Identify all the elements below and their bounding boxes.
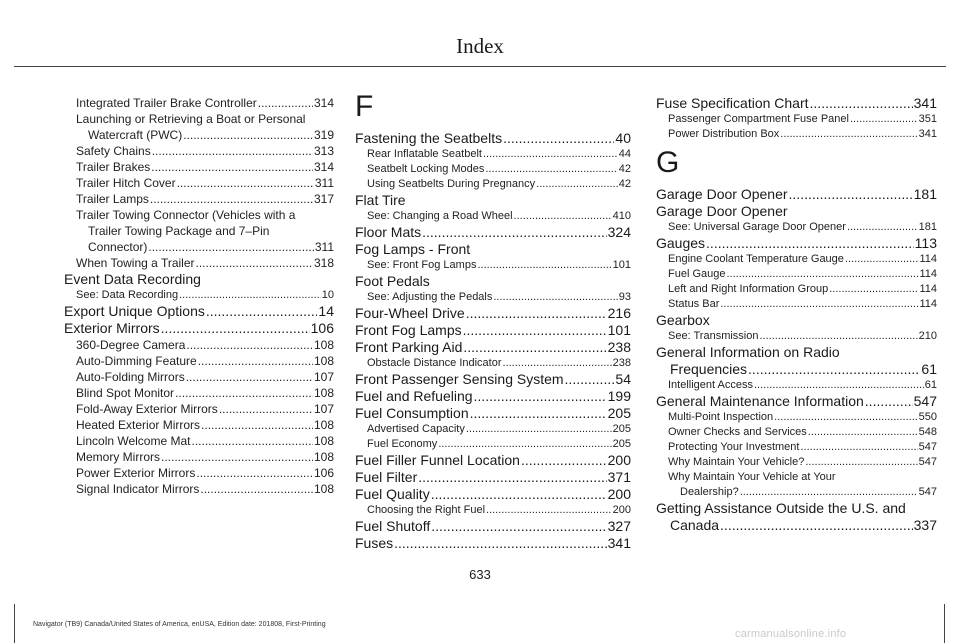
index-entry[interactable]: Lincoln Welcome Mat ..... 108 — [64, 433, 334, 449]
index-entry[interactable]: Status Bar ..... 114 — [656, 297, 937, 312]
index-see-entry[interactable]: See: Front Fog Lamps ..... 101 — [355, 258, 631, 273]
index-entry[interactable]: Protecting Your Investment ..... 547 — [656, 440, 937, 455]
index-entry[interactable]: Fuel Gauge ..... 114 — [656, 267, 937, 282]
index-entry[interactable]: Fastening the Seatbelts ..... 40 — [355, 130, 631, 147]
index-column-2 — [355, 88, 631, 552]
watermark: carmanualsonline.info — [735, 628, 847, 640]
index-heading: Fog Lamps - Front — [355, 241, 471, 257]
index-entry[interactable]: Getting Assistance Outside the U.S. and Canada ..... 337 — [656, 500, 937, 534]
index-entry[interactable]: When Towing a Trailer ..... 318 — [64, 255, 334, 271]
index-entry[interactable]: Obstacle Distance Indicator ..... 238 — [355, 356, 631, 371]
index-entry[interactable]: Power Distribution Box ..... 341 — [656, 127, 937, 142]
index-entry[interactable]: Gauges ..... 113 — [656, 235, 937, 252]
index-entry[interactable]: Owner Checks and Services ..... 548 — [656, 425, 937, 440]
index-entry[interactable]: Fuel Consumption ..... 205 — [355, 405, 631, 422]
index-entry[interactable]: Trailer Lamps ..... 317 — [64, 191, 334, 207]
index-entry[interactable]: Power Exterior Mirrors ..... 106 — [64, 465, 334, 481]
index-entry[interactable]: Fuel Shutoff ..... 327 — [355, 518, 631, 535]
index-entry[interactable]: 360-Degree Camera ..... 108 — [64, 337, 334, 353]
index-heading: Event Data Recording — [64, 271, 201, 287]
index-entry[interactable]: Fold-Away Exterior Mirrors ..... 107 — [64, 401, 334, 417]
index-entry[interactable]: Front Parking Aid ..... 238 — [355, 339, 631, 356]
corner-mark-right — [944, 604, 945, 643]
index-entry[interactable]: Garage Door Opener ..... 181 — [656, 186, 937, 203]
corner-mark-left — [14, 604, 15, 643]
index-entry[interactable]: Left and Right Information Group ..... 114 — [656, 282, 937, 297]
section-letter: G — [656, 146, 680, 179]
index-entry[interactable]: Auto-Dimming Feature ..... 108 — [64, 353, 334, 369]
index-entry[interactable]: Rear Inflatable Seatbelt ..... 44 — [355, 147, 631, 162]
index-entry[interactable]: Multi-Point Inspection ..... 550 — [656, 410, 937, 425]
index-entry[interactable]: Fuse Specification Chart ..... 341 — [656, 95, 937, 112]
index-entry[interactable]: Four-Wheel Drive ..... 216 — [355, 305, 631, 322]
index-entry[interactable]: Blind Spot Monitor ..... 108 — [64, 385, 334, 401]
index-see-entry[interactable]: See: Adjusting the Pedals ..... 93 — [355, 290, 631, 305]
index-entry[interactable]: Auto-Folding Mirrors ..... 107 — [64, 369, 334, 385]
index-entry[interactable]: General Maintenance Information ..... 547 — [656, 393, 937, 410]
index-entry[interactable]: Using Seatbelts During Pregnancy ..... 42 — [355, 177, 631, 192]
index-entry[interactable]: Fuel and Refueling ..... 199 — [355, 388, 631, 405]
index-entry[interactable]: General Information on Radio Frequencies ..... 61 — [656, 344, 937, 378]
index-entry[interactable]: Front Passenger Sensing System ..... 54 — [355, 371, 631, 388]
index-entry[interactable]: Fuel Economy ..... 205 — [355, 437, 631, 452]
index-entry[interactable]: Front Fog Lamps ..... 101 — [355, 322, 631, 339]
index-see-entry[interactable]: See: Data Recording ..... 10 — [64, 288, 334, 303]
index-entry[interactable]: Trailer Brakes ..... 314 — [64, 159, 334, 175]
header-rule — [14, 66, 946, 67]
page-number: 633 — [469, 567, 491, 582]
index-entry[interactable]: Exterior Mirrors ..... 106 — [64, 320, 334, 337]
index-see-entry[interactable]: See: Universal Garage Door Opener ..... 181 — [656, 220, 937, 235]
index-column-3 — [656, 95, 937, 534]
index-entry[interactable]: Memory Mirrors ..... 108 — [64, 449, 334, 465]
page-header-title: Index — [456, 34, 504, 58]
index-entry[interactable]: Integrated Trailer Brake Controller ..... 314 — [64, 95, 334, 111]
index-entry[interactable]: Seatbelt Locking Modes ..... 42 — [355, 162, 631, 177]
index-entry[interactable]: Floor Mats ..... 324 — [355, 224, 631, 241]
index-entry[interactable]: Trailer Towing Connector (Vehicles with a Trailer Towing Package and 7–Pin Connector) ..... 311 — [64, 207, 334, 255]
index-entry[interactable]: Fuel Filler Funnel Location ..... 200 — [355, 452, 631, 469]
index-entry[interactable]: Intelligent Access ..... 61 — [656, 378, 937, 393]
index-heading: Garage Door Opener — [656, 203, 788, 219]
index-entry[interactable]: Fuel Quality ..... 200 — [355, 486, 631, 503]
index-entry[interactable]: Why Maintain Your Vehicle at Your Dealership? ..... 547 — [656, 470, 937, 500]
index-entry[interactable]: Why Maintain Your Vehicle? ..... 547 — [656, 455, 937, 470]
index-entry[interactable]: Safety Chains ..... 313 — [64, 143, 334, 159]
index-column-1 — [64, 95, 334, 497]
index-entry[interactable]: Heated Exterior Mirrors ..... 108 — [64, 417, 334, 433]
index-entry[interactable]: Fuel Filter ..... 371 — [355, 469, 631, 486]
index-heading: Flat Tire — [355, 192, 406, 208]
index-entry[interactable]: Fuses ..... 341 — [355, 535, 631, 552]
index-heading: Foot Pedals — [355, 273, 430, 289]
index-entry[interactable]: Passenger Compartment Fuse Panel ..... 351 — [656, 112, 937, 127]
index-entry[interactable]: Signal Indicator Mirrors ..... 108 — [64, 481, 334, 497]
index-see-entry[interactable]: See: Transmission ..... 210 — [656, 329, 937, 344]
section-letter: F — [355, 90, 374, 123]
index-entry[interactable]: Choosing the Right Fuel ..... 200 — [355, 503, 631, 518]
index-entry[interactable]: Trailer Hitch Cover ..... 311 — [64, 175, 334, 191]
index-heading: Gearbox — [656, 312, 710, 328]
footer-edition-text: Navigator (TB9) Canada/United States of America, enUSA, Edition date: 201808, First-Printing — [33, 621, 326, 628]
index-entry[interactable]: Engine Coolant Temperature Gauge ..... 114 — [656, 252, 937, 267]
index-entry[interactable]: Launching or Retrieving a Boat or Personal Watercraft (PWC) ..... 319 — [64, 111, 334, 143]
index-entry[interactable]: Advertised Capacity ..... 205 — [355, 422, 631, 437]
index-entry[interactable]: Export Unique Options ..... 14 — [64, 303, 334, 320]
index-see-entry[interactable]: See: Changing a Road Wheel ..... 410 — [355, 209, 631, 224]
